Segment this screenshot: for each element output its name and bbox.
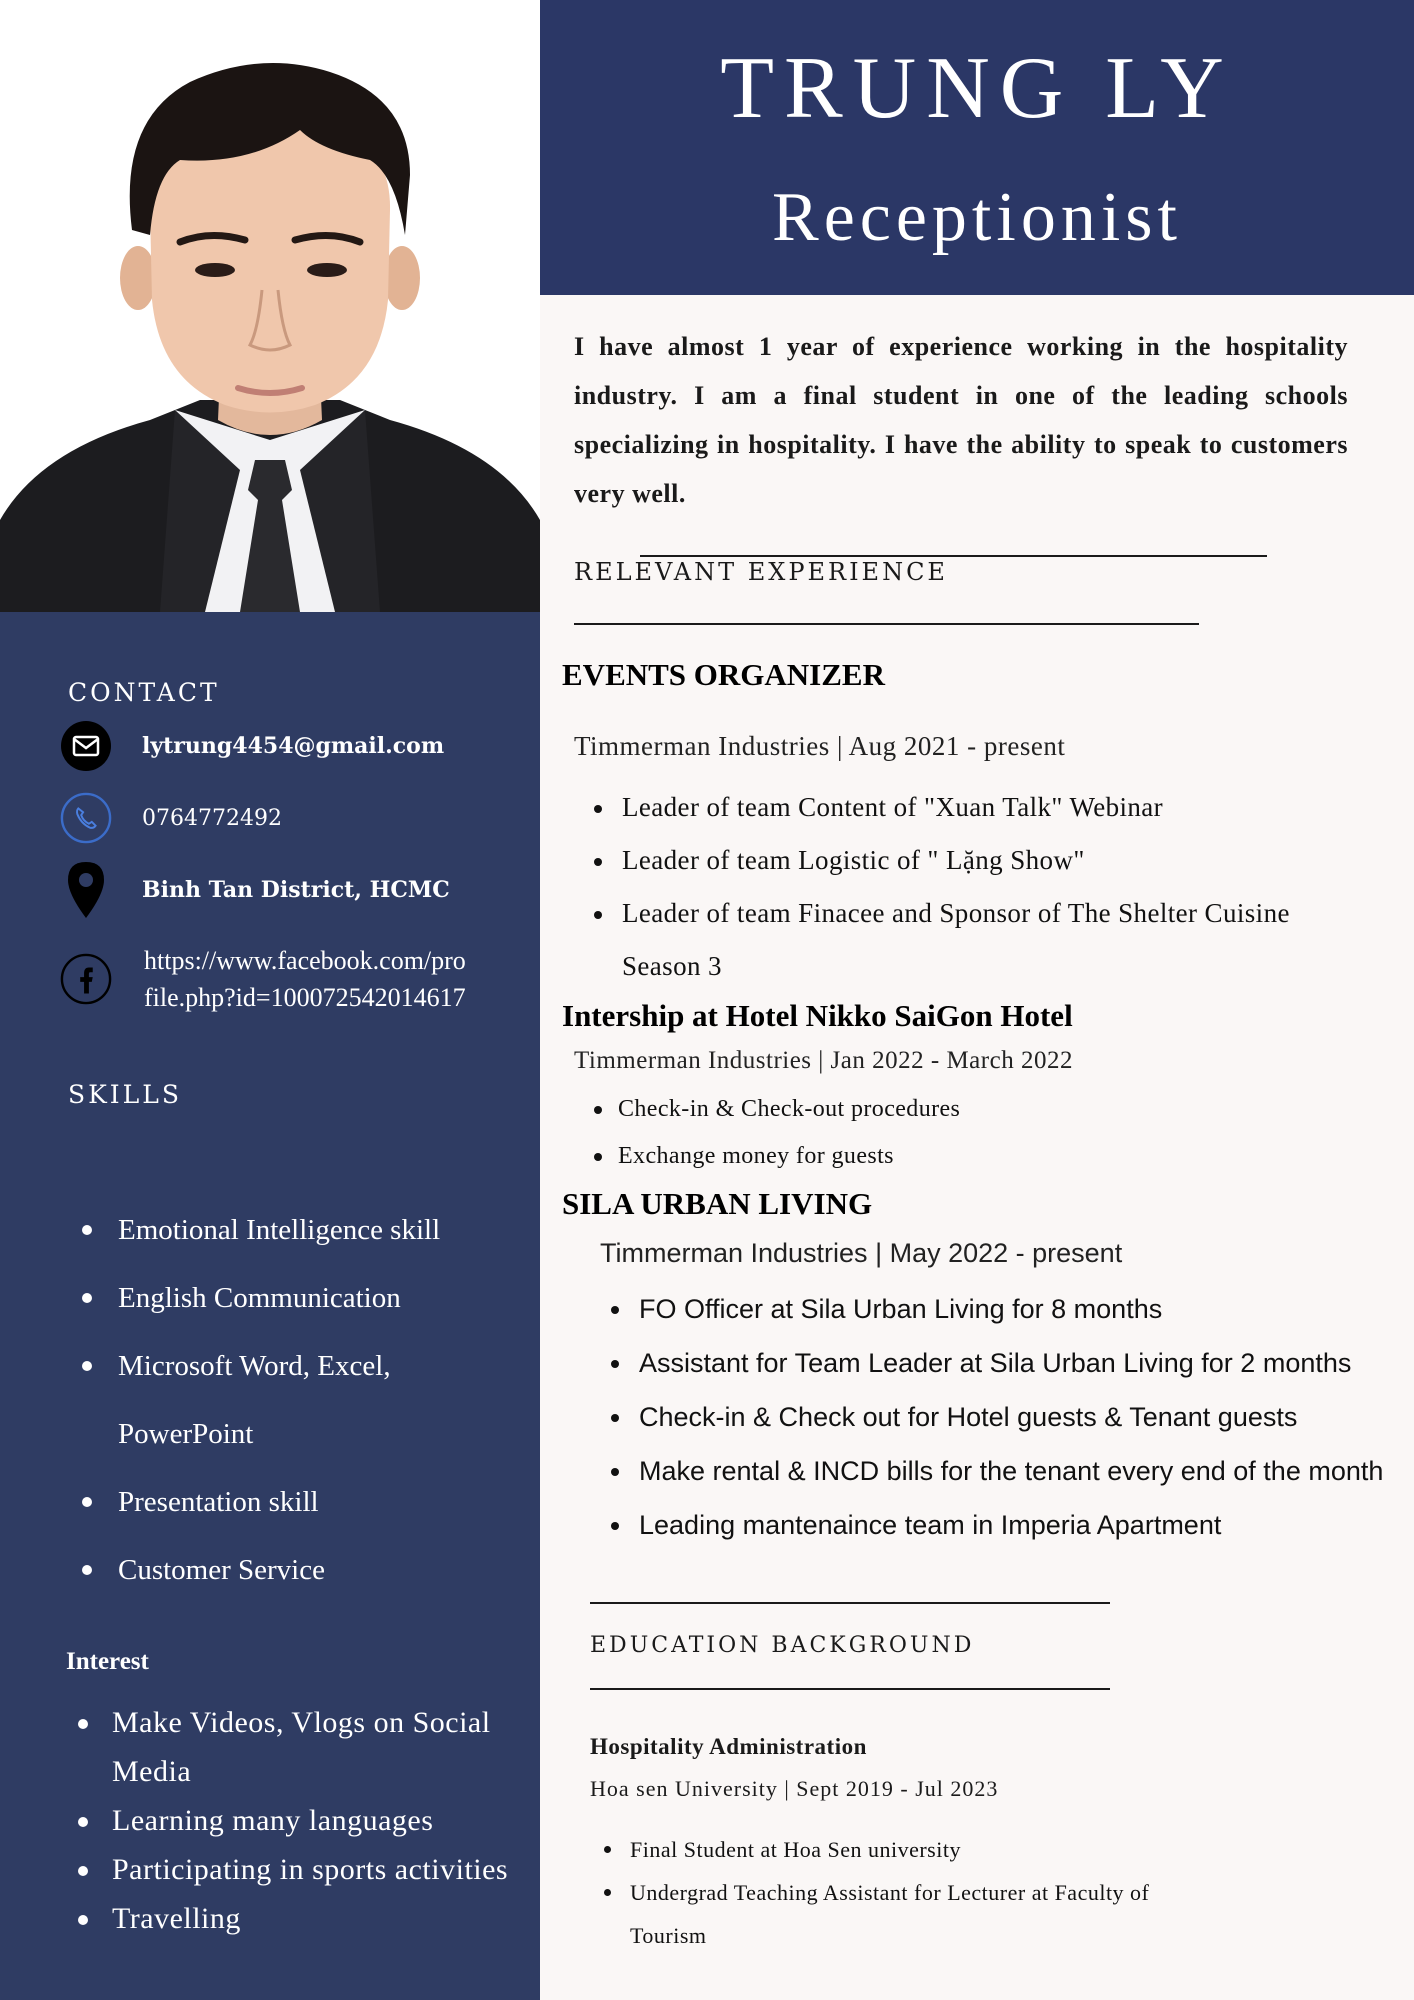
contact-heading: CONTACT (68, 678, 220, 707)
education-bullet-continuation: Tourism (630, 1923, 707, 1948)
divider (574, 623, 1199, 625)
job-title: EVENTS ORGANIZER (562, 657, 885, 692)
divider (590, 1688, 1110, 1690)
profile-photo (0, 0, 540, 612)
location-pin-icon (60, 864, 112, 916)
job-bullet-text: Leader of team Finacee and Sponsor of The Shelter Cuisine (622, 898, 1290, 928)
job-bullets (590, 1086, 1350, 1180)
education-bullet-text: Undergrad Teaching Assistant for Lecturer at Faculty of (630, 1880, 1150, 1905)
phone-icon (60, 792, 112, 844)
job-title: Intership at Hotel Nikko SaiGon Hotel (562, 998, 1073, 1033)
job-bullet: Leader of team Logistic of " Lặng Show" (590, 834, 1350, 887)
envelope-icon (60, 720, 112, 772)
job-bullet-continuation: Season 3 (622, 951, 722, 981)
portrait-illustration (0, 0, 540, 612)
divider (590, 1602, 1110, 1604)
skills-list (80, 1196, 520, 1604)
job-title: SILA URBAN LIVING (562, 1186, 873, 1221)
contact-facebook-link[interactable] (144, 942, 466, 1016)
education-degree: Hospitality Administration (590, 1734, 867, 1759)
education-bullets (600, 1828, 1360, 1957)
job-bullet: Exchange money for guests (590, 1133, 1350, 1180)
contact-address: Binh Tan District, HCMC (142, 877, 450, 903)
job-bullet: FO Officer at Sila Urban Living for 8 months (607, 1282, 1387, 1336)
skill-item: Presentation skill (80, 1468, 520, 1536)
experience-heading: RELEVANT EXPERIENCE (574, 558, 948, 586)
education-bullet: Final Student at Hoa Sen university (600, 1828, 1360, 1871)
divider (640, 555, 1267, 557)
skill-item-continuation: PowerPoint (118, 1418, 254, 1450)
header-banner (540, 0, 1414, 295)
job-bullet: Leader of team Content of "Xuan Talk" Webinar (590, 781, 1350, 834)
job-bullets (607, 1282, 1387, 1552)
education-school: Hoa sen University | Sept 2019 - Jul 2023 (590, 1776, 999, 1801)
contact-phone[interactable]: 0764772492 (142, 805, 282, 831)
profile-summary: I have almost 1 year of experience working in the hospitality industry. I am a final student in one of the leading schools specializing in hospitality. I have the ability to speak to customers very well. (574, 332, 1348, 508)
candidate-role: Receptionist (772, 179, 1182, 256)
job-bullet: Make rental & INCD bills for the tenant every end of the month (607, 1444, 1387, 1498)
facebook-link-line1[interactable]: https://www.facebook.com/pro (144, 946, 466, 975)
job-bullet (590, 887, 1350, 993)
candidate-name: TRUNG LY (720, 40, 1234, 137)
job-bullet: Assistant for Team Leader at Sila Urban Living for 2 months (607, 1336, 1387, 1390)
interest-item (74, 1698, 534, 1796)
skill-item: Customer Service (80, 1536, 520, 1604)
job-bullets (590, 781, 1350, 993)
skill-item: Emotional Intelligence skill (80, 1196, 520, 1264)
skill-item: English Communication (80, 1264, 520, 1332)
facebook-link-line2[interactable]: file.php?id=100072542014617 (144, 983, 466, 1012)
interest-item: Travelling (74, 1894, 534, 1943)
facebook-icon (60, 953, 112, 1005)
contact-facebook-row[interactable] (60, 942, 520, 1016)
contact-email[interactable]: lytrung4454@gmail.com (142, 733, 445, 759)
education-bullet (600, 1871, 1360, 1957)
job-subtitle: Timmerman Industries | Jan 2022 - March 2022 (574, 1047, 1073, 1074)
skill-item-text: Microsoft Word, Excel, (118, 1350, 391, 1382)
interest-heading: Interest (66, 1648, 149, 1675)
job-bullet: Check-in & Check out for Hotel guests & Tenant guests (607, 1390, 1387, 1444)
contact-address-row (60, 864, 520, 916)
interest-item-text: Make Videos, Vlogs on Social (112, 1706, 491, 1739)
skills-heading: SKILLS (68, 1080, 183, 1109)
job-bullet: Check-in & Check-out procedures (590, 1086, 1350, 1133)
job-subtitle: Timmerman Industries | May 2022 - present (600, 1238, 1123, 1268)
interest-item: Participating in sports activities (74, 1845, 534, 1894)
job-bullet: Leading mantenaince team in Imperia Apartment (607, 1498, 1387, 1552)
interest-item: Learning many languages (74, 1796, 534, 1845)
job-subtitle: Timmerman Industries | Aug 2021 - present (574, 731, 1066, 761)
education-heading: EDUCATION BACKGROUND (590, 1633, 975, 1658)
contact-email-row[interactable] (60, 720, 520, 772)
interest-list (74, 1698, 534, 1943)
contact-phone-row[interactable] (60, 792, 520, 844)
skill-item (80, 1332, 520, 1468)
interest-item-continuation: Media (112, 1755, 192, 1788)
